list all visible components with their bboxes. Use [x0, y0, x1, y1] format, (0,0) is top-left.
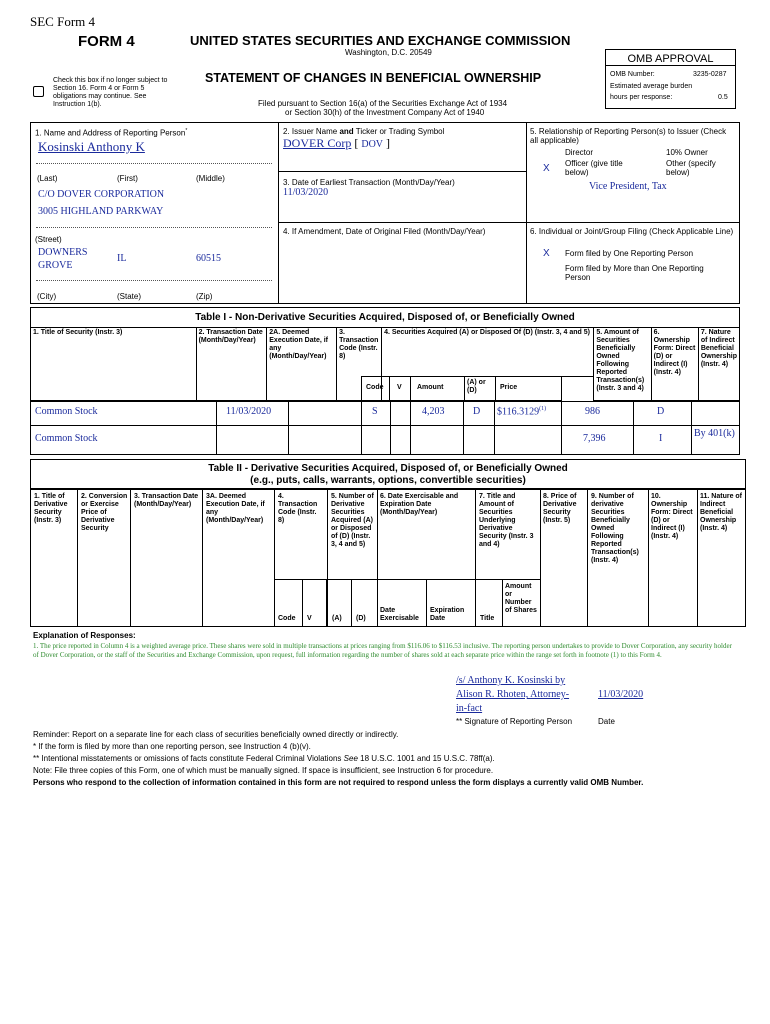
omb-title: OMB APPROVAL	[627, 53, 714, 65]
t1-row1-owned: 986	[585, 406, 600, 417]
t1-row1-title: Common Stock	[35, 406, 98, 417]
officer-option: Officer (give title below)	[565, 159, 623, 177]
footer-file-copies-note: Note: File three copies of this Form, one of which must be manually signed. If space is insufficient, see Instruction 6 for procedure.	[33, 766, 494, 775]
t1-header-form: 6. Ownership Form: Direct (D) or Indirect (I) (Instr. 4)	[651, 328, 698, 401]
other-option: Other (specify below)	[666, 159, 716, 177]
t2-sub-d: (D)	[356, 615, 366, 622]
filed-pursuant-line-2: or Section 30(h) of the Investment Company Act of 1940	[285, 108, 485, 117]
t2-header-price: 8. Price of Derivative Security (Instr. 5)	[543, 493, 577, 524]
zip-value: 60515	[196, 253, 221, 264]
address-line-1: C/O DOVER CORPORATION	[38, 189, 165, 200]
t2-sub-expiration: Expiration Date	[430, 607, 465, 622]
signature-line-2: Alison R. Rhoten, Attorney-	[456, 689, 570, 700]
t1-row2-title: Common Stock	[35, 433, 98, 444]
explanation-note-1: 1. The price reported in Column 4 is a weighted average price. These shares were sold in multiple transactions at prices ranging from $116.06 to $116.53 inclusive. The reporting person undertakes to provide to Dover Corporation, any security holder of Dover Corporation, or the staff of the Securities and Exchange Commission, upon request, full information regarding the number of shares sold at each separate price within the range set forth in footnote (1) to this Form 4.	[33, 642, 732, 659]
t1-header-title: 1. Title of Security (Instr. 3)	[31, 328, 197, 401]
address-line-2: 3005 HIGHLAND PARKWAY	[38, 206, 164, 217]
table2-title-bar	[30, 459, 746, 489]
t2-header-number: 5. Number of Derivative Securities Acquired (A) or Disposed of (D) (Instr. 3, 4 and 5)	[331, 493, 374, 548]
checkbox-instruction-text: Check this box if no longer subject to Section 16. Form 4 or Form 5 obligations may continue. See Instruction 1(b).	[53, 77, 168, 108]
footer-criminal-violations: ** Intentional misstatements or omissions of facts constitute Federal Criminal Violations See 18 U.S.C. 1001 and 15 U.S.C. 78ff(a).	[33, 754, 495, 763]
table1-title: Table I - Non-Derivative Securities Acquired, Disposed of, or Beneficially Owned	[195, 312, 575, 323]
t1-row1-code: S	[372, 406, 378, 417]
t2-header-code: 4. Transaction Code (Instr. 8)	[278, 493, 318, 524]
city-label: (City)	[37, 292, 57, 301]
t2-sub-v: V	[307, 615, 312, 622]
t2-header-owned: 9. Number of derivative Securities Beneficially Owned Following Reported Transaction(s) (Instr. 4)	[591, 493, 639, 564]
omb-approval-box	[605, 49, 736, 109]
t1-row1-amount: 4,203	[422, 406, 445, 417]
footer-reminder: Reminder: Report on a separate line for each class of securities beneficially owned directly or indirectly.	[33, 730, 399, 739]
table2-title-2: (e.g., puts, calls, warrants, options, convertible securities)	[250, 475, 526, 486]
statement-title: STATEMENT OF CHANGES IN BENEFICIAL OWNERSHIP	[205, 71, 542, 85]
table2-title-1: Table II - Derivative Securities Acquired, Disposed of, or Beneficially Owned	[208, 463, 568, 474]
t2-header-exercisable: 6. Date Exercisable and Expiration Date (Month/Day/Year)	[380, 493, 459, 516]
t1-row2-nature: By 401(k)	[694, 428, 735, 439]
footer-star-note: * If the form is filed by more than one reporting person, see Instruction 4 (b)(v).	[33, 742, 311, 751]
t1-sub-code: Code	[366, 384, 384, 391]
agency-location: Washington, D.C. 20549	[345, 48, 432, 57]
form-title: FORM 4	[78, 33, 135, 50]
t1-row1-price: $116.3129$^{(1)}$	[497, 406, 547, 418]
last-label: (Last)	[37, 174, 58, 183]
first-label: (First)	[117, 174, 138, 183]
box6-label: 6. Individual or Joint/Group Filing (Check Applicable Line)	[530, 227, 734, 236]
t1-sub-amount: Amount	[417, 384, 444, 391]
filed-pursuant-line-1: Filed pursuant to Section 16(a) of the Securities Exchange Act of 1934	[258, 99, 508, 108]
t1-header-code-group: 3. Transaction Code (Instr. 8)	[337, 328, 382, 401]
t1-row1-date: 11/03/2020	[226, 406, 272, 417]
no-longer-subject-checkbox[interactable]	[33, 86, 44, 97]
ten-percent-owner-option: 10% Owner	[666, 148, 708, 157]
t1-row1-price-footnote: (1)	[539, 406, 547, 412]
t2-header-conversion: 2. Conversion or Exercise Price of Derivative Security	[81, 493, 128, 532]
signature-label: ** Signature of Reporting Person	[456, 717, 573, 726]
issuer-row: DOVER Corp [ DOV ]	[283, 136, 391, 150]
table2	[30, 489, 746, 627]
date-label: Date	[598, 717, 615, 726]
t2-sub-date-exercisable: Date Exercisable	[380, 607, 419, 622]
one-person-option: Form filed by One Reporting Person	[565, 249, 694, 258]
middle-label: (Middle)	[196, 174, 225, 183]
one-person-checkmark: X	[543, 248, 550, 259]
signature-line-3: in-fact	[456, 703, 483, 714]
t2-sub-code: Code	[278, 615, 296, 622]
t1-sub-v: V	[397, 384, 402, 391]
t1-sub-ad: (A) or (D)	[467, 379, 486, 394]
t1-row2-owned: 7,396	[583, 433, 606, 444]
t1-header-date: 2. Transaction Date (Month/Day/Year)	[196, 328, 267, 401]
t1-header-deemed: 2A. Deemed Execution Date, if any (Month/Day/Year)	[267, 328, 337, 401]
t1-row2-form: I	[659, 433, 663, 444]
t1-subheader-row	[361, 376, 561, 401]
box5-label: 5. Relationship of Reporting Person(s) to Issuer (Check all applicable)	[530, 127, 727, 145]
t1-body	[30, 401, 740, 455]
zip-label: (Zip)	[196, 292, 213, 301]
table1-title-bar	[30, 307, 740, 327]
director-option: Director	[565, 148, 594, 157]
reporting-person-name[interactable]: Kosinski Anthony K	[38, 139, 145, 154]
signature-line-1: /s/ Anthony K. Kosinski by	[456, 675, 566, 686]
box4-label: 4. If Amendment, Date of Original Filed (Month/Day/Year)	[283, 227, 486, 236]
sec-form-label: SEC Form 4	[30, 14, 96, 29]
t2-sub-amount: Amount or Number of Shares	[505, 583, 537, 614]
agency-name: UNITED STATES SECURITIES AND EXCHANGE COMMISSION	[190, 33, 571, 48]
earliest-transaction-date: 11/03/2020	[283, 187, 329, 198]
state-value: IL	[117, 253, 127, 264]
omb-number-label: OMB Number:	[610, 71, 655, 78]
box2-label: 2. Issuer Name and Ticker or Trading Symbol	[283, 127, 445, 136]
omb-burden-label: Estimated average burden	[610, 83, 693, 90]
t1-row1-ad: D	[473, 406, 481, 417]
officer-checkmark: X	[543, 163, 550, 174]
omb-hours-value: 0.5	[718, 94, 728, 101]
t2-header-title: 1. Title of Derivative Security (Instr. 3)	[34, 493, 68, 524]
t1-sub-price: Price	[500, 384, 518, 391]
t2-header-form: 10. Ownership Form: Direct (D) or Indirect (I) (Instr. 4)	[651, 493, 693, 540]
t2-header-underlying: 7. Title and Amount of Securities Underlying Derivative Security (Instr. 3 and 4)	[479, 493, 534, 548]
t2-sub-a: (A)	[332, 615, 342, 622]
box1-label-mark: *	[185, 128, 188, 134]
issuer-name[interactable]: DOVER Corp	[283, 136, 352, 150]
state-label: (State)	[117, 292, 142, 301]
signature-date: 11/03/2020	[598, 689, 644, 700]
officer-title: Vice President, Tax	[589, 181, 667, 192]
footer-omb-notice: Persons who respond to the collection of information contained in this form are not required to respond unless the form displays a currently valid OMB Number.	[33, 778, 644, 787]
t2-header-deemed: 3A. Deemed Execution Date, if any (Month/Day/Year)	[206, 493, 265, 524]
more-persons-option: Form filed by More than One Reporting Person	[565, 264, 704, 282]
t1-header-nature: 7. Nature of Indirect Beneficial Ownership (Instr. 4)	[698, 328, 739, 401]
ticker-symbol: DOV	[361, 139, 384, 150]
t2-sub-title: Title	[480, 615, 495, 622]
t2-header-nature: 11. Nature of Indirect Beneficial Ownership (Instr. 4)	[700, 493, 743, 532]
city-value: DOWNERS GROVE	[38, 247, 88, 271]
explanation-heading: Explanation of Responses:	[33, 631, 136, 640]
t1-header-owned: 5. Amount of Securities Beneficially Owned Following Reported Transaction(s) (Instr. 3 and 4)	[594, 328, 651, 401]
t1-row1-form: D	[657, 406, 665, 417]
box3-label: 3. Date of Earliest Transaction (Month/Day/Year)	[283, 178, 455, 187]
omb-hours-label: hours per response:	[610, 94, 673, 101]
t1-header-acquired: 4. Securities Acquired (A) or Disposed Of (D) (Instr. 3, 4 and 5)	[382, 328, 594, 377]
omb-number-value: 3235-0287	[693, 71, 727, 78]
box1-label: 1. Name and Address of Reporting Person*	[35, 128, 188, 138]
t2-header-date: 3. Transaction Date (Month/Day/Year)	[134, 493, 199, 508]
street-label: (Street)	[35, 235, 62, 244]
